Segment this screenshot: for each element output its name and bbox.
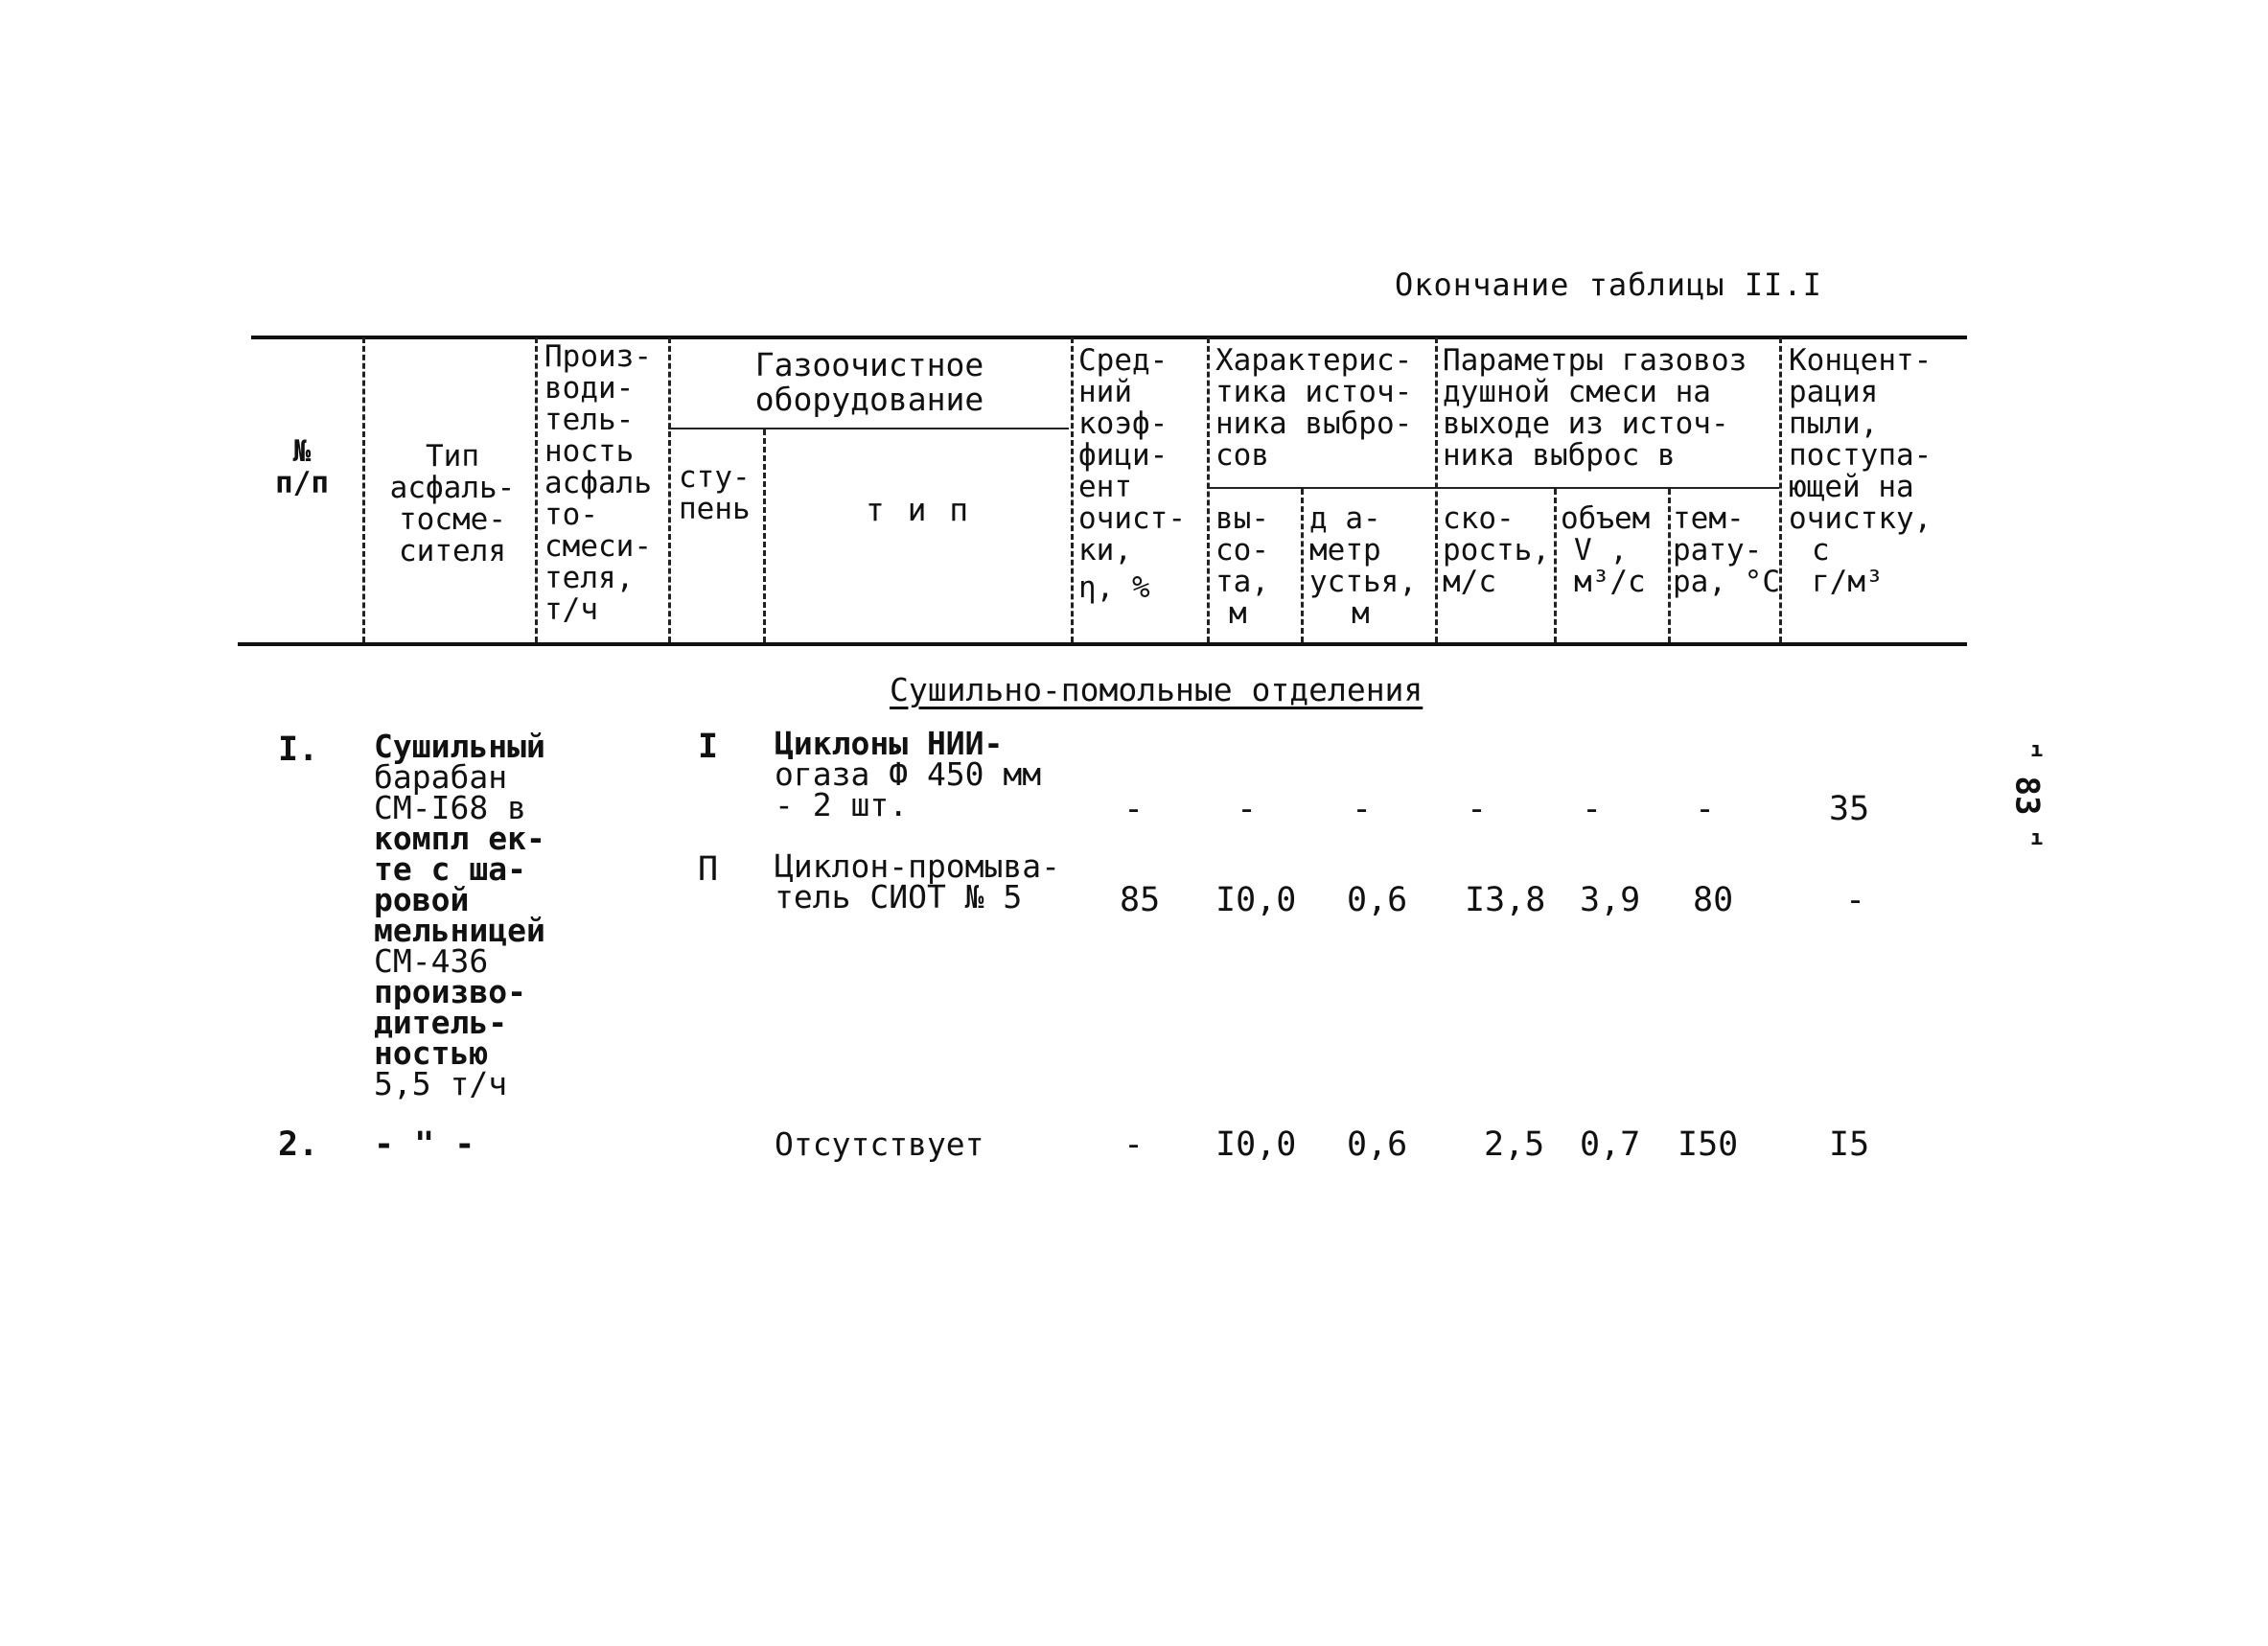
header-temperature: тем- рату- ра, °С — [1673, 501, 1780, 599]
source-subrule — [1207, 487, 1779, 489]
row2-equipment: Отсутствует — [775, 1125, 984, 1163]
row1-stage1-diameter: - — [1352, 790, 1373, 828]
row1-stage1-speed: - — [1467, 790, 1488, 828]
row2-conc: I5 — [1829, 1125, 1870, 1164]
header-source-characteristics: Характерис- тика источ- ника выбро- сов — [1215, 343, 1413, 473]
header-mixer-type: Тип асфаль- тосме- сителя — [389, 439, 516, 568]
row1-stage2-diameter: 0,6 — [1347, 881, 1408, 919]
gas-equipment-subrule — [668, 428, 1069, 429]
header-stage: сту- пень — [679, 460, 751, 526]
header-height: вы- со- та, м — [1215, 501, 1269, 631]
row2-coef: - — [1123, 1125, 1145, 1164]
section-title: Сушильно-помольные отделения — [890, 671, 1423, 708]
header-dust-concentration: Концент- рация пыли, поступа- ющей на очистку, с г/м³ — [1789, 343, 1932, 599]
row1-stage-1: I — [698, 728, 719, 766]
col-divider-7 — [1301, 489, 1304, 642]
header-volume: объем V , м³/с — [1561, 501, 1651, 599]
header-num: № п/п — [275, 434, 329, 500]
row1-stage2-temp: 80 — [1693, 881, 1734, 919]
row1-stage2-conc: - — [1845, 881, 1866, 919]
row1-stage1-coef: - — [1123, 790, 1145, 828]
table-caption: Окончание таблицы II.I — [1395, 267, 1822, 303]
row1-stage2-volume: 3,9 — [1580, 881, 1641, 919]
col-divider-2 — [535, 337, 538, 642]
page-number: ı 83 ı — [2007, 738, 2047, 850]
header-diameter: д а- метр устья, м — [1309, 501, 1417, 631]
row1-stage2-speed: I3,8 — [1465, 881, 1546, 919]
row2-diameter: 0,6 — [1347, 1125, 1408, 1164]
row1-equipment-2: Циклон-промыва- тель СИОТ № 5 — [775, 847, 1061, 916]
row1-stage1-temp: - — [1695, 790, 1716, 828]
row2-speed: 2,5 — [1484, 1125, 1545, 1164]
col-divider-6 — [1207, 337, 1210, 642]
header-equipment-type: т и п — [865, 491, 971, 528]
col-divider-5 — [1071, 337, 1074, 642]
row1-stage1-height: - — [1237, 790, 1258, 828]
col-divider-4 — [763, 429, 766, 642]
col-divider-1 — [362, 337, 365, 642]
table-top-rule — [251, 336, 1967, 339]
row1-stage1-conc: 35 — [1829, 790, 1870, 828]
header-mixture-params: Параметры газовоз душной смеси на выходе из источ- ника выброс в — [1443, 343, 1747, 473]
row1-num: I. — [278, 730, 319, 769]
table-header-bottom-rule — [238, 642, 1967, 646]
row1-stage-2: П — [698, 850, 719, 889]
row1-equipment-1: Циклоны НИИ- огаза Ф 450 мм - 2 шт. — [775, 725, 1042, 823]
row2-num: 2. — [278, 1125, 319, 1164]
row2-volume: 0,7 — [1580, 1125, 1641, 1164]
col-divider-8 — [1435, 337, 1438, 642]
row1-stage2-height: I0,0 — [1215, 881, 1297, 919]
row2-mixer-type: - " - — [374, 1125, 475, 1164]
header-cleaning-coef: Сред- ний коэф- фици- ент очист- ки, η, % — [1078, 343, 1186, 605]
row1-stage1-volume: - — [1582, 790, 1603, 828]
row2-temp: I50 — [1678, 1125, 1739, 1164]
header-speed: ско- рость, м/с — [1443, 501, 1550, 599]
row2-height: I0,0 — [1215, 1125, 1297, 1164]
row1-stage2-coef: 85 — [1120, 881, 1161, 919]
header-productivity: Произ- води- тель- ность асфаль то- смеси- теля, т/ч — [544, 339, 652, 627]
header-gas-equipment: Газоочистное оборудование — [754, 346, 984, 418]
col-divider-9 — [1554, 489, 1557, 642]
row1-mixer-type: Сушильный барабан СМ-I68 в компл ек- те с ша- ровой мельницей СМ-436 произво- дитель- ностью 5,5 т/ч — [374, 728, 545, 1102]
col-divider-10 — [1668, 489, 1671, 642]
